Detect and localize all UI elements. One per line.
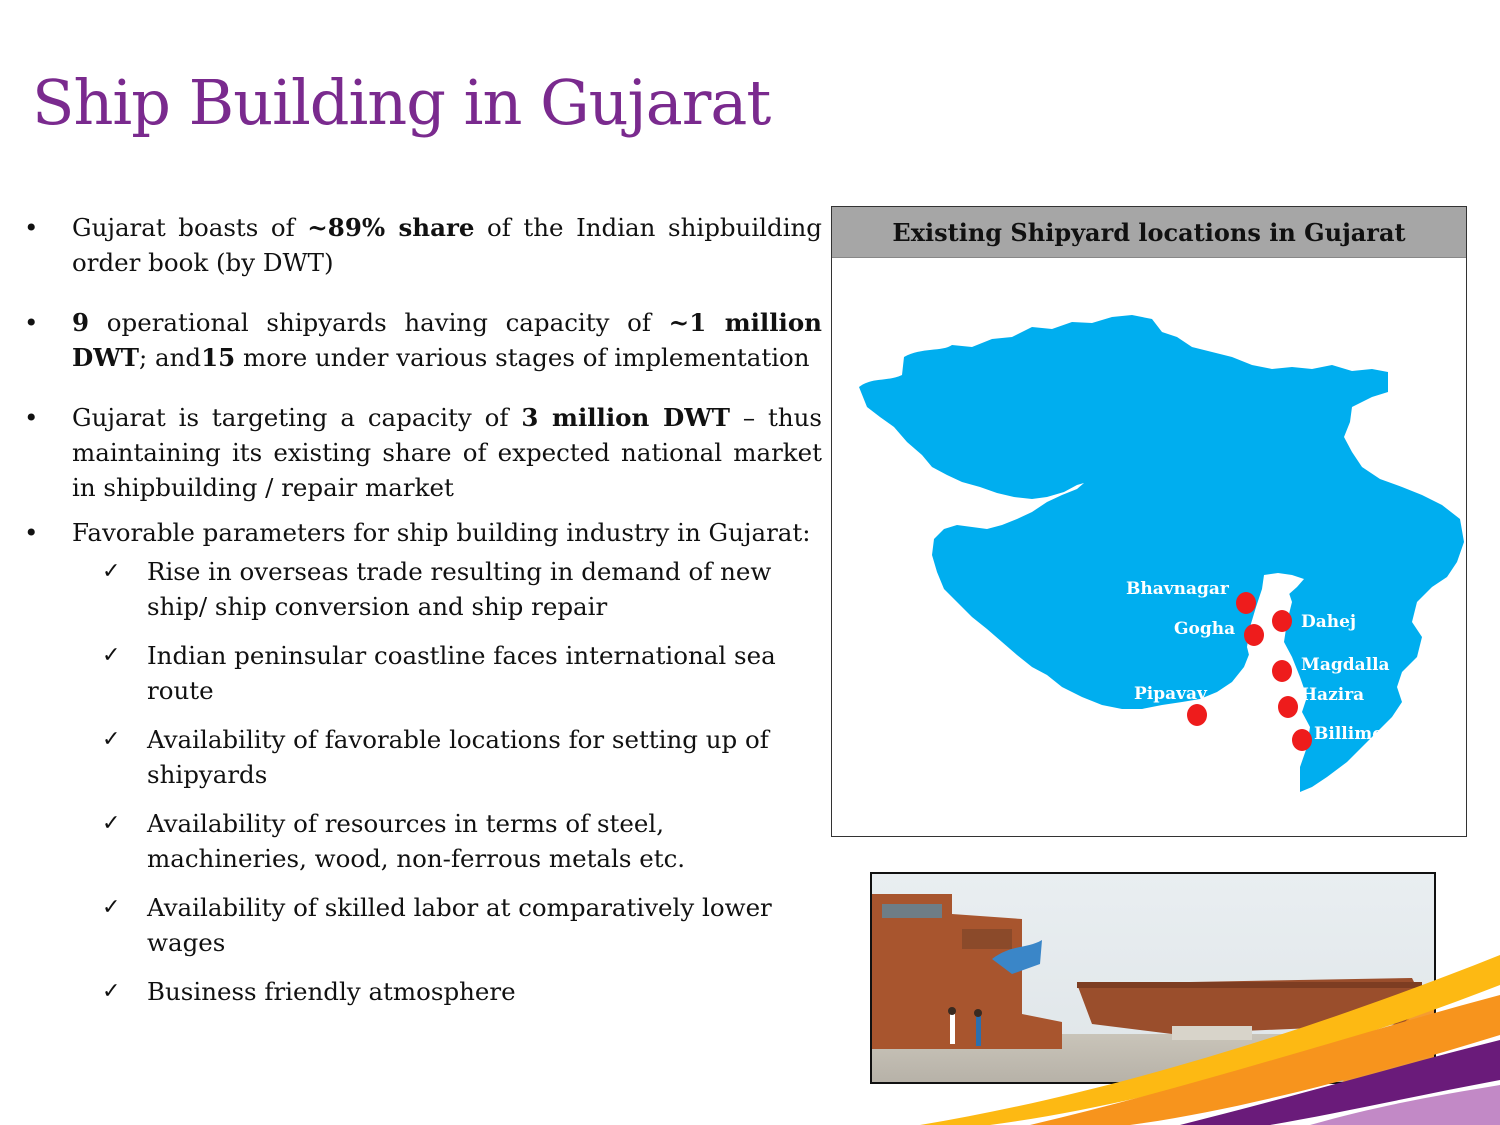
- checklist-item: ✓ Availability of skilled labor at comparatively lower wages: [22, 890, 807, 960]
- checklist-item: ✓ Rise in overseas trade resulting in demand of new ship/ ship conversion and ship repair: [22, 554, 807, 624]
- shipyard-label-bhavnagar: Bhavnagar: [1126, 579, 1229, 599]
- gujarat-land-shape: [859, 315, 1464, 792]
- checkmark-icon: ✓: [102, 559, 121, 584]
- gujarat-map: [832, 257, 1466, 836]
- bullet-text-segment: ~89% share: [307, 213, 475, 242]
- shipyard-label-magdalla: Magdalla: [1301, 655, 1390, 675]
- shipyard-label-pipavav: Pipavav: [1134, 684, 1207, 704]
- shipyard-marker-magdalla: [1272, 660, 1292, 682]
- bullet-text-segment: Gujarat is targeting a capacity of: [72, 403, 522, 432]
- slide-title: Ship Building in Gujarat: [32, 66, 771, 139]
- shipyard-marker-dahej: [1272, 610, 1292, 632]
- checkmark-icon: ✓: [102, 979, 121, 1004]
- bullet-dot-icon: •: [24, 403, 39, 432]
- bullet-item: [22, 210, 822, 280]
- checklist-item: ✓ Availability of resources in terms of steel, machineries, wood, non-ferrous metals etc.: [22, 806, 807, 876]
- shipyard-marker-bhavnagar: [1236, 592, 1256, 614]
- checklist-item: ✓ Availability of favorable locations for setting up of shipyards: [22, 722, 807, 792]
- bullet-dot-icon: •: [24, 308, 39, 337]
- checklist: [22, 554, 822, 1009]
- shipyard-marker-billimora: [1292, 729, 1312, 751]
- corner-swoosh-decoration: [880, 945, 1500, 1125]
- shipyard-marker-pipavav: [1187, 704, 1207, 726]
- checkmark-icon: ✓: [102, 811, 121, 836]
- bullet-text-segment: – thus maintaining its existing share of expected national market in shipbuilding / repair market: [72, 403, 822, 502]
- shipyard-label-dahej: Dahej: [1301, 612, 1357, 632]
- bullet-dot-icon: •: [24, 213, 39, 242]
- bullet-text-segment: Favorable parameters for ship building industry in Gujarat:: [72, 518, 811, 547]
- map-title: Existing Shipyard locations in Gujarat: [832, 207, 1466, 258]
- bullet-text-segment: more under various stages of implementation: [235, 343, 810, 372]
- checkmark-icon: ✓: [102, 727, 121, 752]
- shipyard-label-gogha: Gogha: [1174, 619, 1236, 639]
- shipyard-marker-hazira: [1278, 696, 1298, 718]
- checkmark-icon: ✓: [102, 895, 121, 920]
- bullet-list: [22, 210, 822, 1023]
- bullet-text-segment: 15: [201, 343, 236, 372]
- checklist-item: ✓ Business friendly atmosphere: [22, 974, 807, 1009]
- checkmark-icon: ✓: [102, 643, 121, 668]
- checklist-item: ✓ Indian peninsular coastline faces international sea route: [22, 638, 807, 708]
- bullet-text-segment: 3 million DWT: [521, 403, 730, 432]
- bullet-text-segment: 9: [72, 308, 90, 337]
- shipyard-map-panel: [831, 206, 1467, 837]
- bullet-text-segment: of the Indian shipbuilding order book (by DWT): [72, 213, 822, 277]
- bullet-text-segment: ~1 million DWT: [72, 308, 822, 372]
- bullet-text-segment: operational shipyards having capacity of: [89, 308, 669, 337]
- bullet-text-segment: Gujarat boasts of: [72, 213, 308, 242]
- shipyard-label-billimora: Billimora: [1314, 724, 1404, 744]
- bullet-item: [22, 400, 822, 505]
- shipyard-label-hazira: Hazira: [1301, 685, 1365, 705]
- bullet-dot-icon: •: [24, 518, 39, 547]
- bullet-item: [22, 305, 822, 375]
- bullet-item: [22, 515, 822, 550]
- shipyard-marker-gogha: [1244, 624, 1264, 646]
- bullet-text-segment: ; and: [139, 343, 202, 372]
